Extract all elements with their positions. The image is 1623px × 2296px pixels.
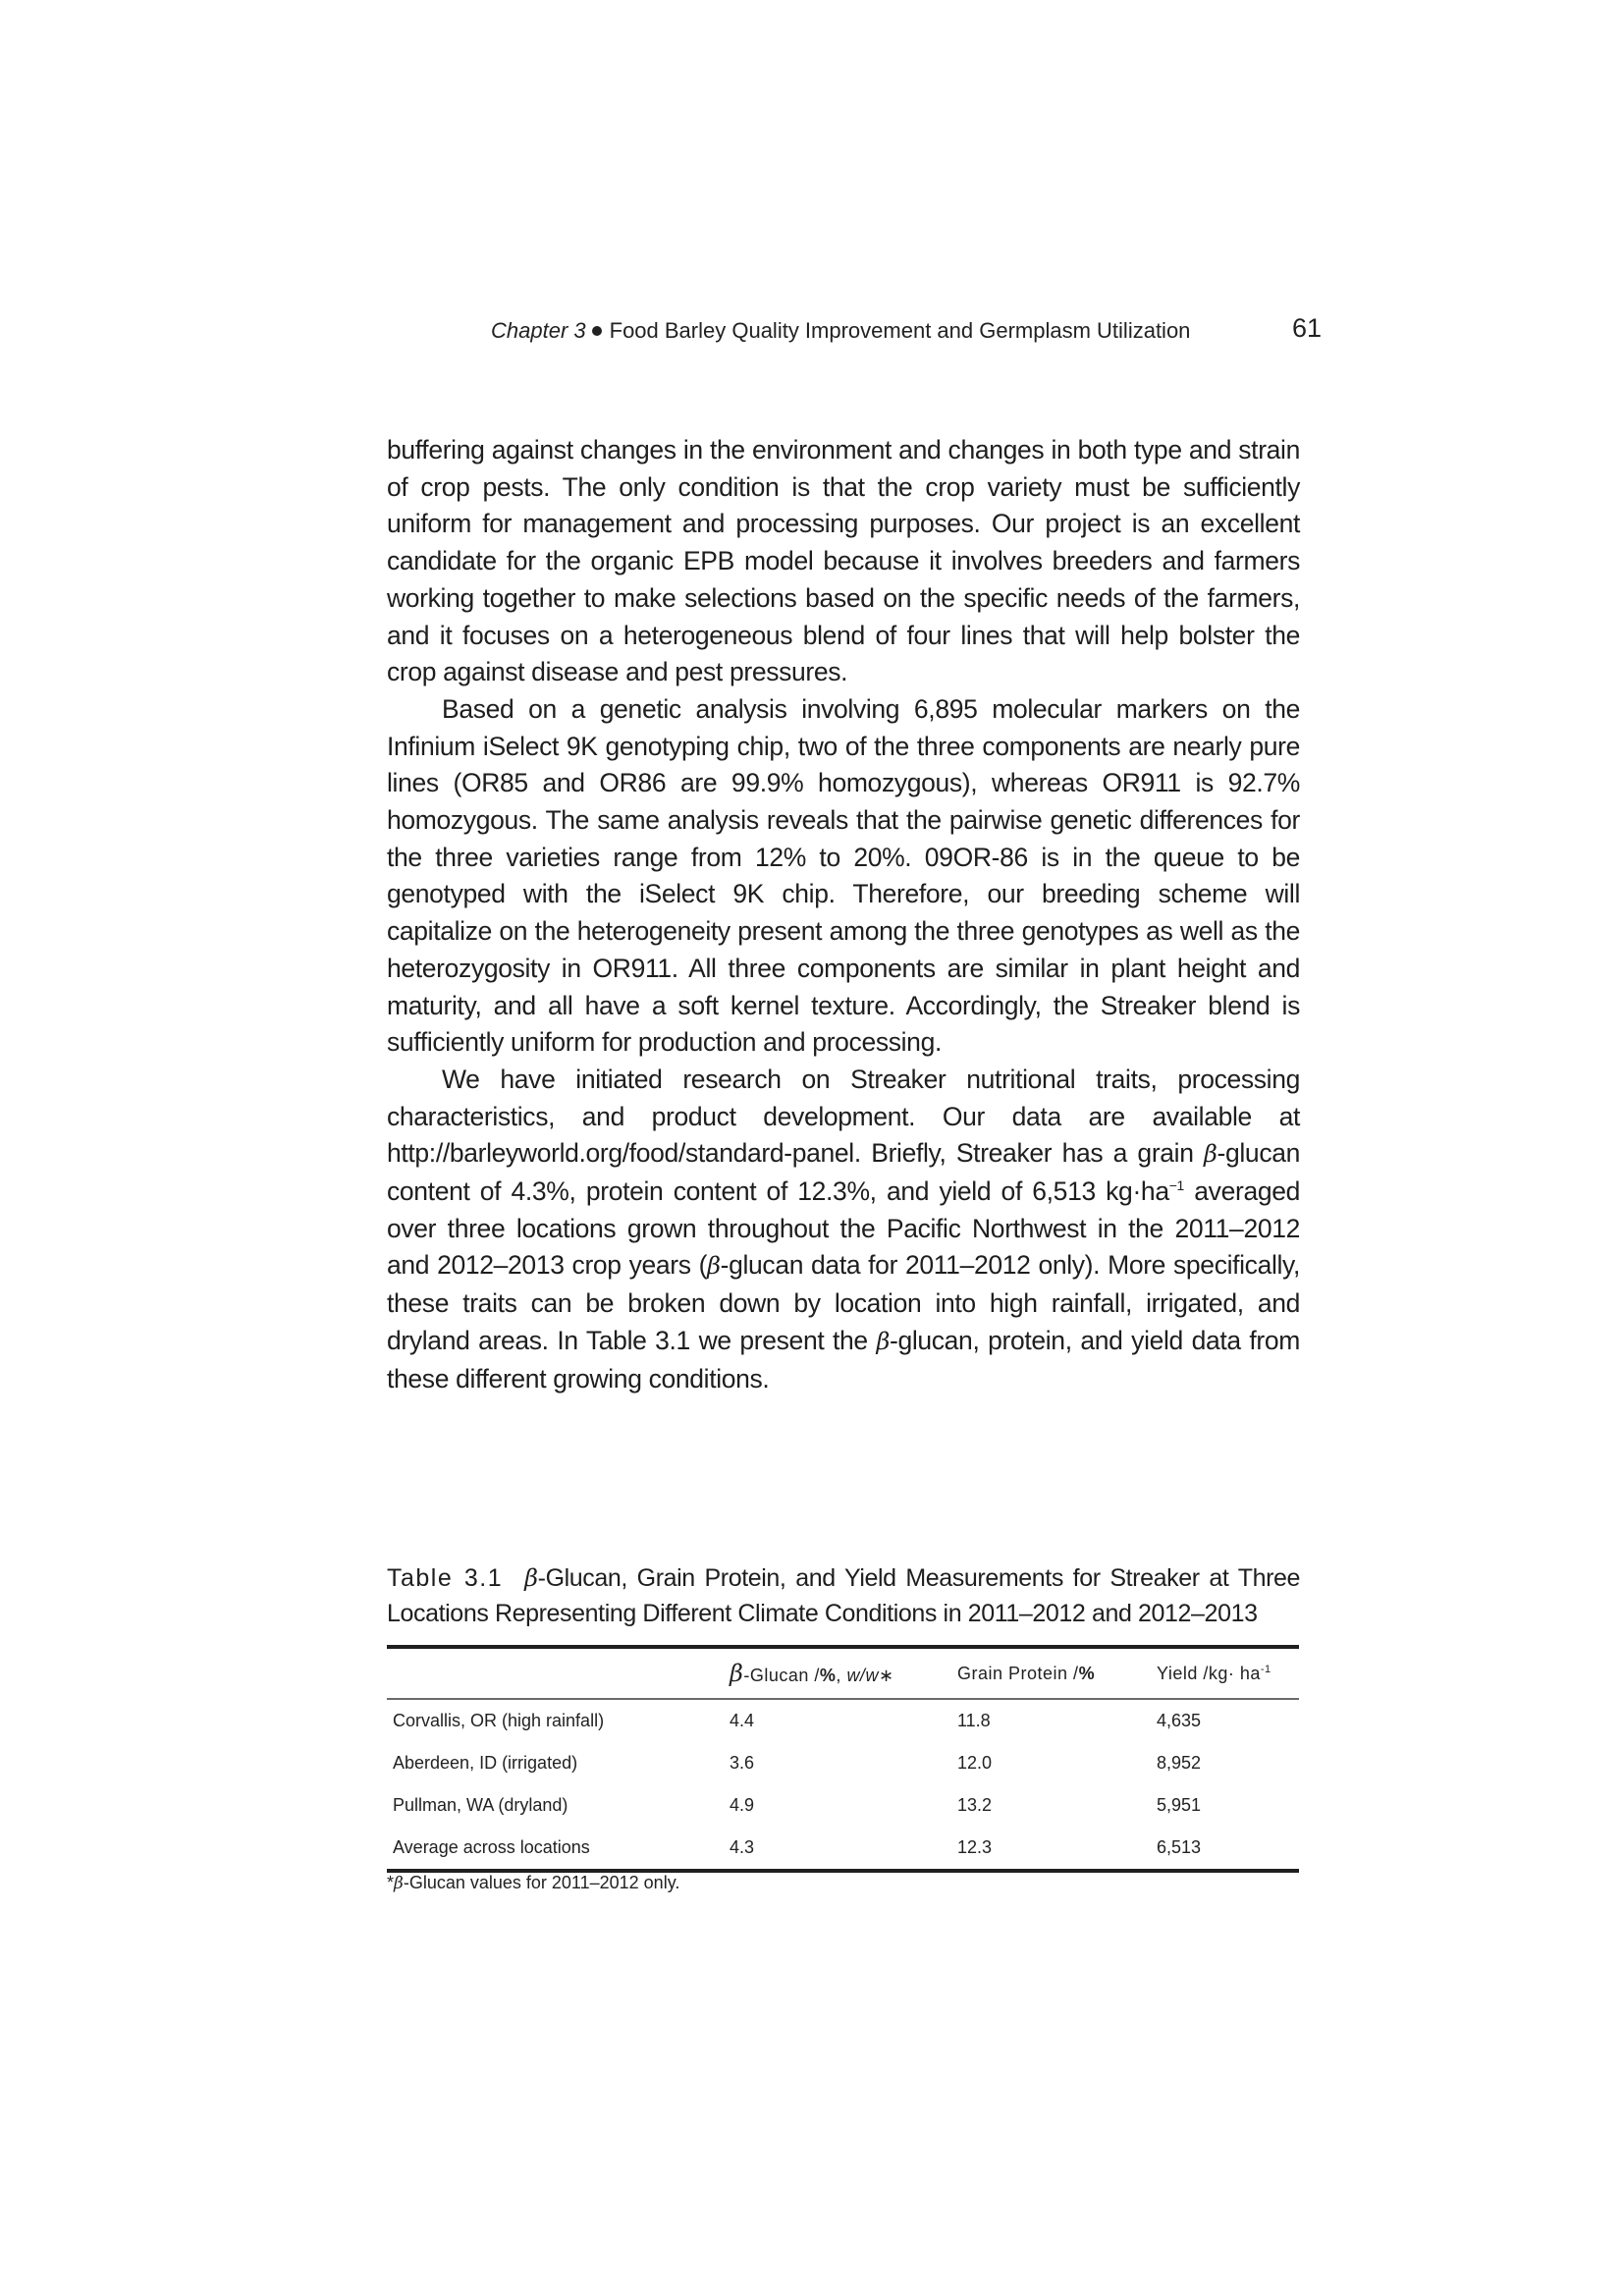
paragraph-2: Based on a genetic analysis involving 6,895 molecular markers on the Infinium iSelect 9K genotyping chip, two of the three components are nearly pure lines (OR85 and OR86 are 99.9% homozygous), whereas OR911 is 92.7% homozygous. The same analysis reveals that the pairwise genetic differences for the three varieties range from 12% to 20%. 09OR-86 is in the queue to be genotyped with the iSelect 9K chip. Therefore, our breeding scheme will capitalize on the heterogeneity present among the three genotypes as well as the heterozygosity in OR911. All three components are similar in plant height and maturity, and all have a soft kernel texture. Accordingly, the Streaker blend is sufficiently uniform for production and processing. (387, 693, 1300, 1058)
paragraph-3 (387, 1062, 1300, 1397)
beta-symbol: β (707, 1252, 721, 1281)
cell-location: Average across locations (387, 1827, 730, 1871)
table-caption-text: -Glucan, Grain Protein, and Yield Measurements for Streaker at Three Locations Representing Different Climate Conditions in 2011–2012 and 2012–2013 (387, 1564, 1301, 1627)
table-row (387, 1827, 1299, 1871)
header-unit: % (1078, 1663, 1096, 1683)
cell-glucan: 4.9 (730, 1795, 755, 1815)
paragraph-3-text: -glucan content of 4.3%, protein content of 12.3%, and yield of 6,513 kg·ha (387, 1138, 1300, 1207)
cell-glucan: 4.4 (730, 1711, 755, 1730)
bullet-icon (592, 326, 602, 336)
beta-symbol: β (876, 1327, 890, 1355)
cell-protein: 12.0 (957, 1753, 993, 1773)
table-label: Table 3.1 (387, 1564, 504, 1592)
header-unit: w/w (846, 1666, 879, 1685)
table-header-row (387, 1647, 1299, 1699)
column-header-location (387, 1647, 730, 1699)
page-number: 61 (1291, 313, 1322, 343)
chapter-title: Food Barley Quality Improvement and Germplasm Utilization (609, 318, 1191, 343)
header-text: , (836, 1666, 847, 1685)
table-caption (387, 1560, 1300, 1631)
cell-location: Aberdeen, ID (irrigated) (393, 1753, 578, 1773)
footnote-marker: * (387, 1873, 395, 1892)
header-text: -Glucan / (743, 1666, 820, 1685)
paragraph-1: buffering against changes in the environment and changes in both type and strain of crop pests. The only condition is that the crop variety must be sufficiently uniform for management and processing purposes. Our project is an excellent candidate for the organic EPB model because it involves breeders and farmers working together to make selections based on the specific needs of the farmers, and it focuses on a heterogeneous blend of four lines that will help bolster the crop against disease and pest pressures. (387, 435, 1300, 687)
data-table (387, 1645, 1299, 1873)
column-header-glucan (730, 1647, 957, 1699)
cell-yield: 4,635 (1157, 1711, 1202, 1730)
cell-yield: 6,513 (1157, 1827, 1299, 1871)
paragraph-3-text: averaged over three locations grown throughout the Pacific Northwest in the 2011–2012 and 2012–2013 crop years ( (387, 1176, 1300, 1281)
running-head (491, 313, 1322, 346)
table-footnote (387, 1873, 679, 1893)
cell-protein: 11.8 (957, 1711, 991, 1730)
table-row (387, 1699, 1299, 1742)
column-header-protein (957, 1647, 1157, 1699)
table-row (387, 1742, 1299, 1784)
chapter-label: Chapter 3 (491, 318, 586, 343)
header-unit: % (819, 1666, 837, 1685)
footnote-text: -Glucan values for 2011–2012 only. (403, 1873, 680, 1892)
beta-symbol: β (1204, 1140, 1217, 1169)
paragraph-3-text: -glucan, protein, and yield data from these different growing conditions. (387, 1325, 1300, 1394)
cell-yield: 8,952 (1157, 1753, 1202, 1773)
paragraph-3-text: We have initiated research on Streaker nutritional traits, processing characteristics, and product development. Our data are available at http://barleyworld.org/food/standard-panel. Briefly, Streaker has a grain (387, 1064, 1300, 1169)
header-text: Grain Protein / (957, 1663, 1079, 1683)
table-row (387, 1784, 1299, 1827)
cell-yield: 5,951 (1157, 1795, 1202, 1815)
header-text: Yield /kg· ha (1157, 1663, 1261, 1683)
beta-symbol: β (730, 1660, 744, 1687)
cell-glucan: 4.3 (730, 1827, 957, 1871)
cell-glucan: 3.6 (730, 1753, 755, 1773)
superscript: -1 (1260, 1663, 1271, 1675)
cell-location: Corvallis, OR (high rainfall) (393, 1711, 605, 1730)
superscript: −1 (1168, 1177, 1184, 1194)
footnote-marker: ∗ (878, 1666, 894, 1685)
cell-protein: 13.2 (957, 1795, 993, 1815)
cell-location: Pullman, WA (dryland) (393, 1795, 568, 1815)
beta-symbol: β (524, 1564, 538, 1592)
paragraph-3-text: -glucan data for 2011–2012 only). More specifically, these traits can be broken down by location into high rainfall, irrigated, and dryland areas. In Table 3.1 we present the (387, 1250, 1300, 1355)
beta-symbol: β (394, 1874, 404, 1893)
column-header-yield (1157, 1647, 1299, 1699)
cell-protein: 12.3 (957, 1827, 1157, 1871)
body-text (387, 432, 1300, 1397)
